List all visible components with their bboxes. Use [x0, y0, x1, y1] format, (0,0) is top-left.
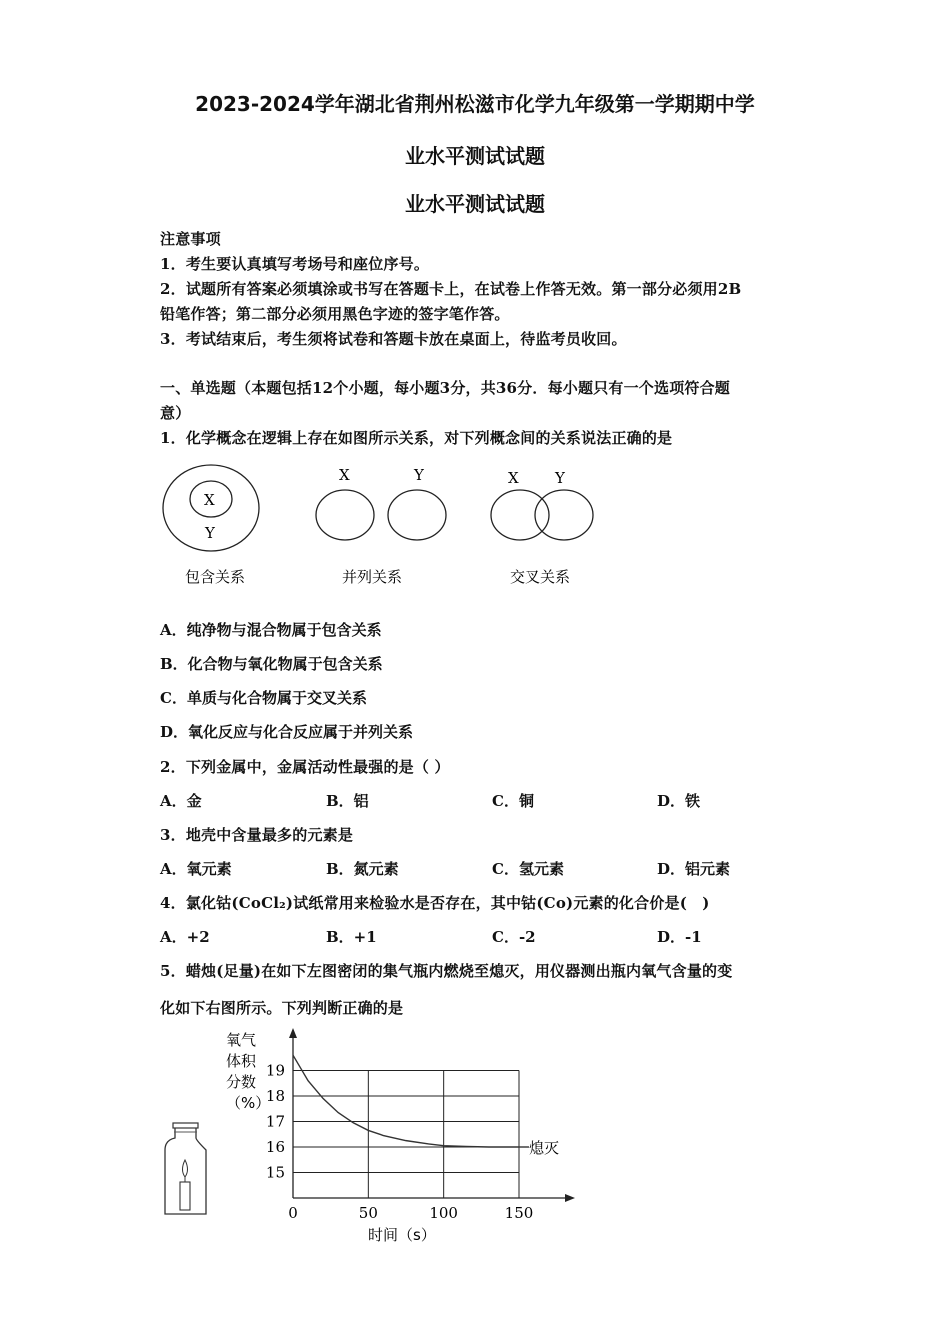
q3-option-b: B．氮元素: [326, 860, 399, 878]
q4-option-b: B．+1: [326, 928, 377, 946]
y-axis-label-line: 分数: [226, 1073, 257, 1091]
y-tick-label: 17: [265, 1112, 285, 1131]
notice-item-2-cont: 铅笔作答；第二部分必须用黑色字迹的签字笔作答。: [160, 305, 510, 323]
q4-option-d: D．-1: [657, 928, 702, 946]
y-tick-label: 16: [265, 1138, 285, 1156]
q2-option-b: B．铝: [326, 792, 369, 810]
q3-option-c: C．氢元素: [492, 860, 564, 878]
q5-stem-line1: 5．蜡烛(足量)在如下左图密闭的集气瓶内燃烧至熄灭，用仪器测出瓶内氧气含量的变: [160, 962, 733, 980]
q1-option-a: A．纯净物与混合物属于包含关系: [160, 621, 382, 639]
q5-stem-line2: 化如下右图所示。下列判断正确的是: [160, 999, 404, 1017]
bottle-cap: [173, 1123, 198, 1128]
notice-item-1: 1．考生要认真填写考场号和座位序号。: [160, 255, 430, 273]
q3-option-a: A．氧元素: [160, 860, 232, 878]
caption-parallel: 并列关系: [342, 568, 403, 586]
notice-item-3: 3．考试结束后，考生须将试卷和答题卡放在桌面上，待监考员收回。: [160, 330, 627, 348]
candle-flame-icon: [183, 1160, 188, 1177]
y-axis-label-line: 氧气: [226, 1031, 257, 1049]
oxygen-curve: [293, 1055, 519, 1147]
q2-option-d: D．铁: [657, 792, 701, 810]
q1-relation-diagram: [155, 458, 595, 590]
x-axis-label: 时间（s）: [368, 1226, 436, 1244]
intersect-x-label: X: [508, 469, 519, 487]
q4-option-a: A．+2: [160, 928, 210, 946]
q2-stem: 2．下列金属中，金属活动性最强的是（ ）: [160, 758, 450, 776]
y-tick-label: 19: [265, 1061, 285, 1080]
q4-option-c: C．-2: [492, 928, 536, 946]
q1-option-d: D．氧化反应与化合反应属于并列关系: [160, 723, 414, 741]
q4-stem: 4．氯化钴(CoCl₂)试纸常用来检验水是否存在，其中钴(Co)元素的化合价是( ): [160, 894, 710, 912]
y-axis-label-line: （%）: [226, 1094, 271, 1112]
y-tick-label: 18: [265, 1087, 285, 1105]
candle: [180, 1182, 190, 1210]
section-heading-cont: 意）: [160, 404, 191, 422]
page-title-line2: 业水平测试试题: [405, 144, 545, 168]
q1-option-b: B．化合物与氧化物属于包含关系: [160, 655, 383, 673]
parallel-circle-x: [316, 490, 374, 540]
q2-option-c: C．铜: [492, 792, 534, 810]
notice-heading: 注意事项: [160, 230, 221, 248]
inclusion-x-label: X: [204, 491, 215, 509]
x-tick-label: 100: [429, 1204, 458, 1222]
q1-option-c: C．单质与化合物属于交叉关系: [160, 689, 367, 707]
x-tick-label: 150: [504, 1204, 534, 1222]
y-axis-arrow-icon: [289, 1028, 297, 1038]
x-tick-label: 0: [288, 1204, 298, 1222]
page-title-line1: 2023-2024学年湖北省荆州松滋市化学九年级第一学期期中学: [195, 92, 755, 116]
q2-option-a: A．金: [160, 792, 202, 810]
inclusion-y-label: Y: [205, 524, 215, 542]
gas-bottle-candle-figure: [160, 1120, 212, 1220]
intersect-circle-x: [491, 490, 549, 540]
page-title-line3: 业水平测试试题: [405, 192, 545, 216]
y-tick-label: 15: [265, 1163, 285, 1182]
oxygen-volume-chart: [220, 1025, 580, 1250]
q1-stem: 1．化学概念在逻辑上存在如图所示关系，对下列概念间的关系说法正确的是: [160, 429, 673, 447]
q3-stem: 3．地壳中含量最多的元素是: [160, 826, 354, 844]
y-axis-label-line: 体积: [226, 1052, 257, 1070]
section-heading: 一、单选题（本题包括12个小题，每小题3分，共36分．每小题只有一个选项符合题: [160, 379, 730, 397]
extinguish-annotation: 熄灭: [529, 1139, 560, 1157]
parallel-x-label: X: [339, 466, 350, 484]
parallel-circle-y: [388, 490, 446, 540]
x-tick-label: 50: [358, 1204, 378, 1222]
notice-item-2: 2．试题所有答案必须填涂或书写在答题卡上，在试卷上作答无效。第一部分必须用2B: [160, 280, 742, 298]
intersect-circle-y: [535, 490, 593, 540]
intersect-y-label: Y: [555, 469, 565, 487]
caption-inclusion: 包含关系: [185, 568, 246, 586]
parallel-y-label: Y: [414, 466, 424, 484]
x-axis-arrow-icon: [565, 1194, 575, 1202]
caption-intersect: 交叉关系: [510, 568, 571, 586]
q3-option-d: D．铝元素: [657, 860, 731, 878]
